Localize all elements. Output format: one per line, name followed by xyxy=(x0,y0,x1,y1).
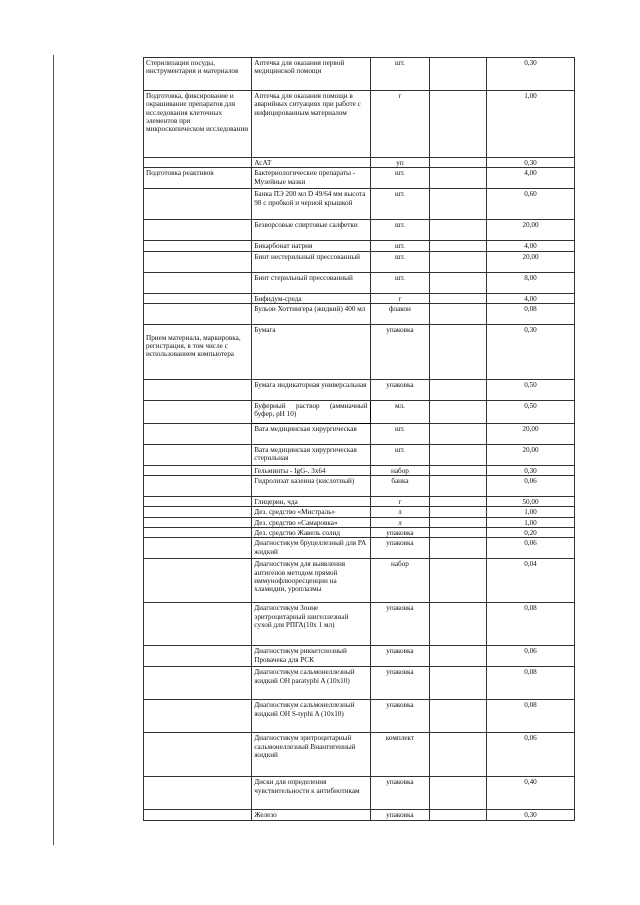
norm-cell: 0,30 xyxy=(486,324,574,379)
item-name-cell: Диагностикум эритроцитарный сальмонеллезный Виантигенный жидкий xyxy=(252,733,370,777)
table-row xyxy=(144,168,575,189)
operation-cell xyxy=(144,293,252,303)
norm-cell: 1,00 xyxy=(486,517,574,527)
item-name-cell: Дез. средство «Самаровка» xyxy=(252,517,370,527)
empty-cell xyxy=(430,528,487,538)
item-name-cell: Диагностикум риккетсиозный Провачека для РСК xyxy=(252,646,370,667)
unit-cell: г xyxy=(370,91,430,158)
table-row xyxy=(144,528,575,538)
item-name-cell: Бумага индикаторная универсальная xyxy=(252,379,370,400)
operation-cell: Стерилизация посуды, инструментария и материалов xyxy=(144,58,252,91)
empty-cell xyxy=(430,423,487,444)
unit-cell: упаковка xyxy=(370,646,430,667)
item-name-cell: Буферный раствор (аммиачный буфер, pH 10) xyxy=(252,400,370,423)
empty-cell xyxy=(430,220,487,241)
operation-cell xyxy=(144,517,252,527)
operation-cell: Подготовка, фиксирование и окрашивание препаратов для исследования клеточных элементов при микроскопическом исследовании xyxy=(144,91,252,158)
operation-cell xyxy=(144,476,252,497)
table-row xyxy=(144,810,575,820)
operation-cell xyxy=(144,379,252,400)
unit-cell: набор xyxy=(370,465,430,475)
item-name-cell: Дез. средство «Мистраль» xyxy=(252,507,370,517)
norm-cell: 0,30 xyxy=(486,58,574,91)
item-name-cell: Банка ПЭ 200 мл D 49/64 мм высота 98 с пробкой и черной крышкой xyxy=(252,189,370,220)
norm-cell: 20,00 xyxy=(486,220,574,241)
operation-cell xyxy=(144,810,252,820)
item-name-cell: Аптечка для оказания помощи в аварийных ситуациях при работе с инфицированным материалом xyxy=(252,91,370,158)
norm-cell: 0,50 xyxy=(486,379,574,400)
unit-cell: шт. xyxy=(370,423,430,444)
empty-cell xyxy=(430,810,487,820)
norm-cell: 8,00 xyxy=(486,272,574,293)
unit-cell: шт. xyxy=(370,220,430,241)
item-name-cell: Гельминты - IgG-, 3х64 xyxy=(252,465,370,475)
operation-cell xyxy=(144,507,252,517)
norm-cell: 0,30 xyxy=(486,158,574,168)
empty-cell xyxy=(430,251,487,272)
table-row xyxy=(144,733,575,777)
table-row xyxy=(144,507,575,517)
item-name-cell: Диагностикум для выявления антигенов методом прямой иммунофлюоресценции на хламидии, уроплазмы xyxy=(252,559,370,603)
empty-cell xyxy=(430,667,487,700)
table-row xyxy=(144,444,575,465)
empty-cell xyxy=(430,293,487,303)
unit-cell: флакон xyxy=(370,303,430,324)
empty-cell xyxy=(430,646,487,667)
item-name-cell: Бифидум-среда xyxy=(252,293,370,303)
item-name-cell: Дез. средство Жавель солид xyxy=(252,528,370,538)
table-row xyxy=(144,379,575,400)
table-row xyxy=(144,777,575,810)
operation-cell xyxy=(144,667,252,700)
table-row xyxy=(144,324,575,379)
table-row xyxy=(144,517,575,527)
norm-cell: 1,00 xyxy=(486,91,574,158)
empty-cell xyxy=(430,400,487,423)
item-name-cell: Бульон Хоттингера (жидкий) 400 мл xyxy=(252,303,370,324)
operation-cell xyxy=(144,324,252,379)
unit-cell: шт. xyxy=(370,168,430,189)
unit-cell: упаковка xyxy=(370,379,430,400)
item-name-cell: Бикарбонат натрия xyxy=(252,241,370,251)
unit-cell: упаковка xyxy=(370,324,430,379)
unit-cell: упаковка xyxy=(370,538,430,559)
table-row xyxy=(144,497,575,507)
operation-cell xyxy=(144,444,252,465)
unit-cell: шт. xyxy=(370,272,430,293)
item-name-cell: Гидролизат казеина (кислотный) xyxy=(252,476,370,497)
table-row xyxy=(144,538,575,559)
unit-cell: упаковка xyxy=(370,777,430,810)
norm-cell: 0,06 xyxy=(486,538,574,559)
empty-cell xyxy=(430,733,487,777)
item-name-cell: Диагностикум сальмонеллезный жидкий ОН paratyphi A (10х10) xyxy=(252,667,370,700)
norm-cell: 0,30 xyxy=(486,810,574,820)
supplies-table xyxy=(143,57,575,821)
operation-text: Прием материала, маркировка, регистрация, в том числе с использованием компьютера xyxy=(146,333,241,359)
empty-cell xyxy=(430,241,487,251)
operation-cell xyxy=(144,241,252,251)
operation-cell xyxy=(144,189,252,220)
unit-cell: л xyxy=(370,507,430,517)
table-row xyxy=(144,400,575,423)
norm-cell: 20,00 xyxy=(486,423,574,444)
empty-cell xyxy=(430,538,487,559)
norm-cell: 0,06 xyxy=(486,733,574,777)
norm-cell: 20,00 xyxy=(486,251,574,272)
norm-cell: 0,50 xyxy=(486,400,574,423)
table-row xyxy=(144,423,575,444)
table-row xyxy=(144,646,575,667)
unit-cell: упаковка xyxy=(370,603,430,646)
item-name-cell: Бактериологические препараты - Музейные мазки xyxy=(252,168,370,189)
unit-cell: шт. xyxy=(370,251,430,272)
unit-cell: г xyxy=(370,293,430,303)
operation-cell xyxy=(144,528,252,538)
operation-cell xyxy=(144,646,252,667)
norm-cell: 0,08 xyxy=(486,303,574,324)
unit-cell: упаковка xyxy=(370,667,430,700)
operation-cell xyxy=(144,423,252,444)
operation-cell xyxy=(144,272,252,293)
norm-cell: 0,04 xyxy=(486,559,574,603)
item-name-cell: Вата медицинская хирургическая стерильная xyxy=(252,444,370,465)
table-row xyxy=(144,251,575,272)
table-row xyxy=(144,465,575,475)
table-row xyxy=(144,476,575,497)
operation-cell xyxy=(144,251,252,272)
unit-cell: уп xyxy=(370,158,430,168)
unit-cell: г xyxy=(370,497,430,507)
table-row xyxy=(144,272,575,293)
unit-cell: л xyxy=(370,517,430,527)
empty-cell xyxy=(430,517,487,527)
empty-cell xyxy=(430,158,487,168)
unit-cell: шт. xyxy=(370,241,430,251)
operation-cell xyxy=(144,733,252,777)
item-name-cell: Безворсовые спиртовые салфетки xyxy=(252,220,370,241)
norm-cell: 0,08 xyxy=(486,667,574,700)
table-row xyxy=(144,189,575,220)
page-margin-line xyxy=(53,55,54,845)
operation-cell xyxy=(144,158,252,168)
norm-cell: 4,00 xyxy=(486,241,574,251)
table-row xyxy=(144,667,575,700)
norm-cell: 0,06 xyxy=(486,476,574,497)
operation-cell xyxy=(144,400,252,423)
unit-cell: шт. xyxy=(370,58,430,91)
operation-cell xyxy=(144,777,252,810)
item-name-cell: Диски для определения чувствительности к антибиотикам xyxy=(252,777,370,810)
unit-cell: мл. xyxy=(370,400,430,423)
empty-cell xyxy=(430,497,487,507)
unit-cell: набор xyxy=(370,559,430,603)
item-name-cell: Диагностикум бруцеллезный для РА жидкий xyxy=(252,538,370,559)
unit-cell: шт. xyxy=(370,444,430,465)
item-name-cell: Аптечка для оказания первой медицинской помощи xyxy=(252,58,370,91)
item-name-cell: Бинт нестерильный прессованный xyxy=(252,251,370,272)
table-row xyxy=(144,58,575,91)
unit-cell: комплект xyxy=(370,733,430,777)
empty-cell xyxy=(430,303,487,324)
empty-cell xyxy=(430,444,487,465)
operation-cell: Подготовка реактивов xyxy=(144,168,252,189)
norm-cell: 4,00 xyxy=(486,168,574,189)
table-row xyxy=(144,303,575,324)
empty-cell xyxy=(430,777,487,810)
table-row xyxy=(144,241,575,251)
empty-cell xyxy=(430,476,487,497)
operation-cell xyxy=(144,220,252,241)
item-name-cell: Бинт стерильный прессованный xyxy=(252,272,370,293)
empty-cell xyxy=(430,700,487,733)
table-row xyxy=(144,158,575,168)
empty-cell xyxy=(430,58,487,91)
unit-cell: упаковка xyxy=(370,700,430,733)
empty-cell xyxy=(430,324,487,379)
empty-cell xyxy=(430,559,487,603)
item-name-cell: Диагностикум Зонне эритроцитарный шигеллезный сухой для РПГА(10х 1 мл) xyxy=(252,603,370,646)
empty-cell xyxy=(430,507,487,517)
norm-cell: 0,06 xyxy=(486,646,574,667)
operation-cell xyxy=(144,303,252,324)
operation-cell xyxy=(144,559,252,603)
norm-cell: 0,30 xyxy=(486,465,574,475)
table-row xyxy=(144,293,575,303)
operation-cell xyxy=(144,538,252,559)
empty-cell xyxy=(430,189,487,220)
empty-cell xyxy=(430,465,487,475)
item-name-cell: Вата медицинская хирургическая xyxy=(252,423,370,444)
unit-cell: упаковка xyxy=(370,528,430,538)
table-row xyxy=(144,700,575,733)
item-name-cell: АсАТ xyxy=(252,158,370,168)
norm-cell: 0,08 xyxy=(486,603,574,646)
norm-cell: 0,40 xyxy=(486,777,574,810)
norm-cell: 20,00 xyxy=(486,444,574,465)
item-name-cell: Железо xyxy=(252,810,370,820)
norm-cell: 0,60 xyxy=(486,189,574,220)
item-name-cell: Бумага xyxy=(252,324,370,379)
table-row xyxy=(144,91,575,158)
norm-cell: 50,00 xyxy=(486,497,574,507)
norm-cell: 0,20 xyxy=(486,528,574,538)
norm-cell: 1,00 xyxy=(486,507,574,517)
empty-cell xyxy=(430,379,487,400)
norm-cell: 4,00 xyxy=(486,293,574,303)
operation-cell xyxy=(144,603,252,646)
empty-cell xyxy=(430,168,487,189)
unit-cell: банка xyxy=(370,476,430,497)
operation-cell xyxy=(144,497,252,507)
table-row xyxy=(144,603,575,646)
table-row xyxy=(144,220,575,241)
unit-cell: упаковка xyxy=(370,810,430,820)
operation-cell xyxy=(144,700,252,733)
norm-cell: 0,08 xyxy=(486,700,574,733)
table-row xyxy=(144,559,575,603)
item-name-cell: Глицерин, чда xyxy=(252,497,370,507)
item-name-cell: Диагностикум сальмонеллезный жидкий ОН S-typhi A (10х10) xyxy=(252,700,370,733)
unit-cell: шт. xyxy=(370,189,430,220)
empty-cell xyxy=(430,603,487,646)
empty-cell xyxy=(430,272,487,293)
operation-cell xyxy=(144,465,252,475)
empty-cell xyxy=(430,91,487,158)
